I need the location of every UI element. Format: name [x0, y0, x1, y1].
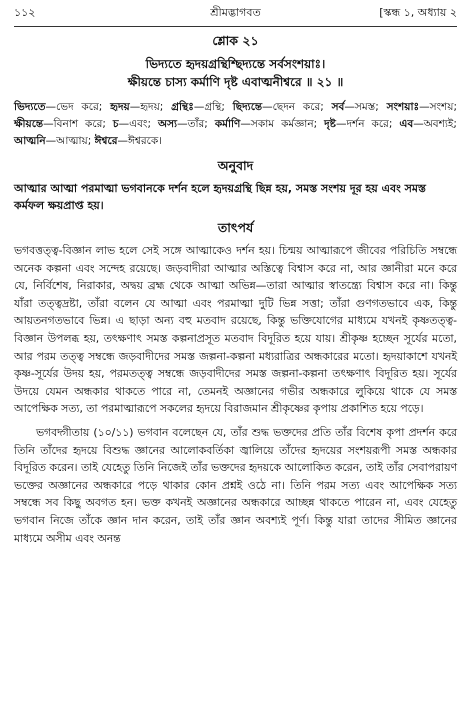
synonym-meaning: বিনাশ করে — [53, 118, 103, 130]
synonym-word: কর্মাণি — [214, 118, 241, 130]
synonym-meaning: হৃদয় — [140, 101, 160, 113]
synonym-meaning: এবং — [129, 118, 148, 130]
synonym-meaning: তাঁর — [187, 118, 205, 130]
verse-heading: শ্লোক ২১ — [212, 33, 259, 48]
page-number: ১১২ — [14, 6, 36, 19]
header-divider — [14, 26, 457, 27]
synonym-word: ঈশ্বরে — [94, 135, 118, 147]
purport-paragraph-2: ভগবদ্গীতায় (১০/১১) ভগবান বলেছেন যে, তাঁর শুদ্ধ ভক্তদের প্রতি তাঁর বিশেষ কৃপা প্রদর্শন করে তিনি তাঁদের হৃদয়ে বিশুদ্ধ জ্ঞানের আলোকবর্তিকা জ্বালিয়ে তাঁদের হৃদয়ের সংশয়রূপী সমস্ত অন্ধকার বিদূরিত করেন। তাই যেহেতু তিনি নিজেই তাঁর ভক্তদের হৃদয়কে আলোকিত করেন, তাই তাঁর সেবাপরায়ণ ভক্তের অজ্ঞানের অন্ধকারে পড়ে থাকার কোন প্রশ্নই ওঠে না। তিনি পরম সত্য এবং আপেক্ষিক সত্য সম্বন্ধে সব কিছু অবগত হন। ভক্ত কখনই অজ্ঞানের অন্ধকারে আচ্ছন্ন থাকতে পারেন না, এবং যেহেতু ভগবান নিজে তাঁকে জ্ঞান দান করেন, তাই তাঁর জ্ঞান অবশ্যই পূর্ণ। কিন্তু যারা তাদের সীমিত জ্ঞানের মাধ্যমে অসীম এবং অনন্ত — [14, 425, 457, 545]
synonym-meaning: ঈশ্বরকে। — [127, 135, 162, 147]
section-reference: [স্কন্ধ ১, অধ্যায় ২ — [379, 6, 457, 19]
synonym-word: ছিদ্যন্তে — [232, 101, 263, 113]
synonym-meaning: সকাম কর্মজ্ঞান — [250, 118, 314, 130]
page-header — [14, 0, 457, 26]
synonym-word: ক্ষীয়ন্তে — [14, 118, 44, 130]
synonym-word: চ — [112, 118, 119, 130]
synonym-meaning: ছেদন করে — [272, 101, 321, 113]
synonym-word: এব — [399, 118, 414, 130]
book-title: শ্রীমদ্ভাগবত — [210, 6, 261, 19]
synonym-meaning: গ্রন্থি — [204, 101, 222, 113]
synonym-meaning: অবশ্যই — [423, 118, 454, 130]
verse-line-1: ভিদ্যতে হৃদয়গ্রন্থিশ্ছিদ্যন্তে সর্বসংশয়াঃ। — [145, 57, 326, 71]
synonym-word: সংশয়াঃ — [386, 101, 420, 113]
synonym-meaning: সংশয় — [429, 101, 454, 113]
synonym-word: হৃদয় — [110, 101, 130, 113]
verse-line-2: ক্ষীয়ন্তে চাস্য কর্মাণি দৃষ্ট এবাত্মনীশ্বরে ॥ ২১ ॥ — [127, 75, 344, 89]
purport-heading: তাৎপর্য — [217, 220, 254, 235]
synonym-meaning: আত্মায় — [56, 135, 88, 147]
synonym-meaning: ভেদ করে — [56, 101, 99, 113]
synonym-word: গ্রন্থিঃ — [171, 101, 194, 113]
word-synonyms: ভিদ্যতে—ভেদ করে; হৃদয়—হৃদয়; গ্রন্থিঃ—গ্রন্থি; ছিদ্যন্তে—ছেদন করে; সর্ব—সমস্ত; সংশয়াঃ—সংশয়; ক্ষীয়ন্তে—বিনাশ করে; চ—এবং; অস্য—তাঁর; কর্মাণি—সকাম কর্মজ্ঞান; দৃষ্ট—দর্শন করে; এব—অবশ্যই; আত্মনি—আত্মায়; ঈশ্বরে—ঈশ্বরকে। — [14, 101, 457, 147]
translation-heading: অনুবাদ — [217, 158, 254, 173]
purport-paragraph-1: ভগবত্তত্ত্ব-বিজ্ঞান লাভ হলে সেই সঙ্গে আত্মাকেও দর্শন হয়। চিন্ময় আত্মারূপে জীবের পরিচিতি সম্বন্ধে অনেক কল্পনা এবং সন্দেহ রয়েছে। জড়বাদীরা আত্মার অস্তিত্বে বিশ্বাস করে না, আর জ্ঞানীরা মনে করে যে, নির্বিশেষ, নিরাকার, অদ্বয় ব্রহ্ম থেকে আত্মা অভিন্ন—তারা আত্মার স্বাতন্ত্র্যে বিশ্বাস করে না। কিন্তু যাঁরা তত্ত্বদ্রষ্টা, তাঁরা বলেন যে আত্মা এবং পরমাত্মা দুটি ভিন্ন সত্তা; তাঁরা গুণগতভাবে এক, কিন্তু আয়তনগতভাবে ভিন্ন। এ ছাড়া অন্য বহু মতবাদ রয়েছে, কিন্তু ভক্তিযোগের মাধ্যমে যখনই কৃষ্ণতত্ত্ব-বিজ্ঞান উপলব্ধ হয়, তৎক্ষণাৎ সমস্ত কল্পনাপ্রসূত মতবাদ বিদূরিত হয়ে যায়। শ্রীকৃষ্ণ হচ্ছেন সূর্যের মতো, আর পরম তত্ত্ব সম্বন্ধে জড়বাদীদের সমস্ত জল্পনা-কল্পনা মধ্যরাত্রির অন্ধকারের মতো। হৃদয়াকাশে যখনই কৃষ্ণ-সূর্যের উদয় হয়, পরমতত্ত্ব সম্বন্ধে জড়বাদীদের সমস্ত জল্পনা-কল্পনা তৎক্ষণাৎ বিদূরিত হয়। সূর্যের উদয়ে যেমন অন্ধকার থাকতে পারে না, তেমনই অজ্ঞানের গভীর অন্ধকারে লুকিয়ে থাকে যে সমস্ত আপেক্ষিক সত্য, তা পরমাত্মারূপে সকলের হৃদয়ে বিরাজমান শ্রীকৃষ্ণের কৃপায় প্রকাশিত হয়ে পড়ে। — [14, 244, 457, 416]
synonym-word: দৃষ্ট — [324, 118, 336, 130]
synonym-word: আত্মনি — [14, 135, 46, 147]
synonym-word: অস্য — [158, 118, 178, 130]
synonym-word: সর্ব — [331, 101, 345, 113]
synonym-word: ভিদ্যতে — [14, 101, 46, 113]
synonym-meaning: দর্শন করে — [346, 118, 389, 130]
synonym-meaning: সমস্ত — [354, 101, 376, 113]
translation-text: আত্মার আত্মা পরমাত্মা ভগবানকে দর্শন হলে হৃদয়গ্রন্থি ছিন্ন হয়, সমস্ত সংশয় দূর হয় এবং সমস্ত কর্মফল ক্ষয়প্রাপ্ত হয়। — [14, 182, 426, 212]
